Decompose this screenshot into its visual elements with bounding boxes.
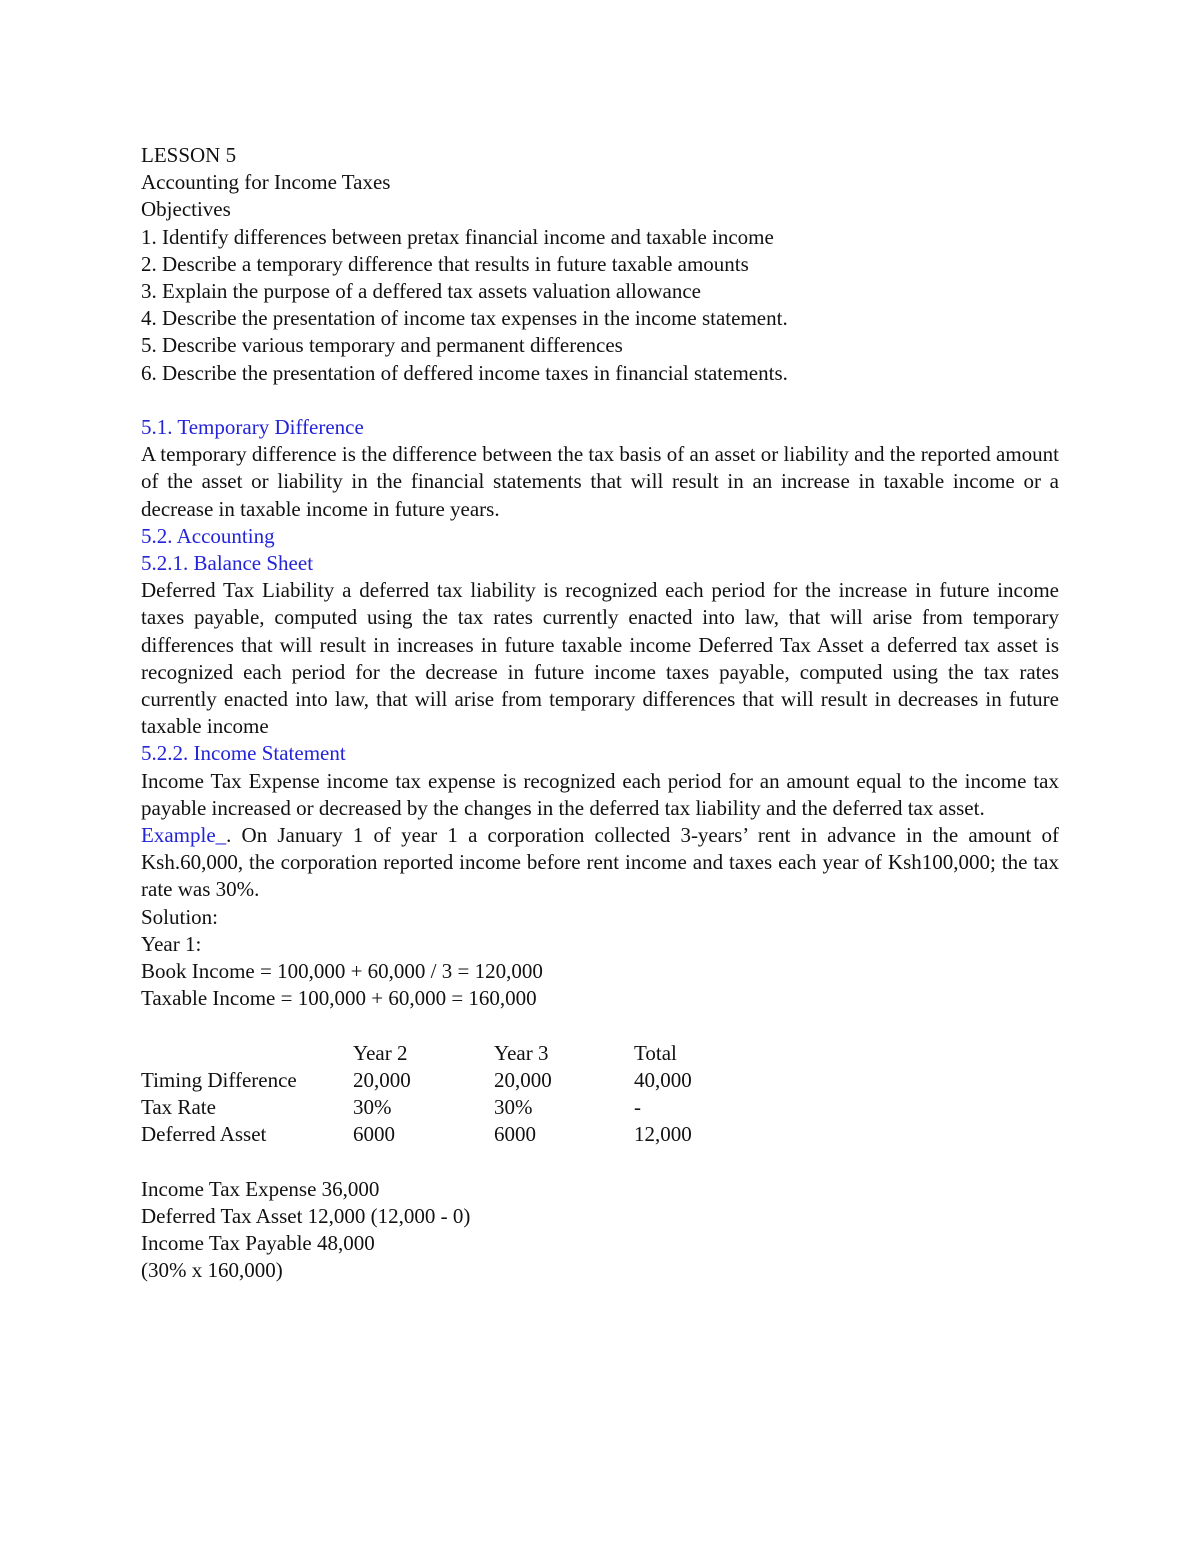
spacer: [141, 387, 1059, 414]
section-text-5-2-2: Income Tax Expense income tax expense is recognized each period for an amount equal to the income tax payable increased or decreased by the changes in the deferred tax liability and the deferred tax asset.: [141, 768, 1059, 820]
document-page: [141, 142, 1059, 1284]
section-heading-5-1: 5.1. Temporary Difference: [141, 415, 364, 440]
section-heading-5-2-2: 5.2.2. Income Statement: [141, 741, 346, 766]
table-cell: 20,000: [353, 1067, 411, 1092]
table-header-cell: Total: [634, 1040, 677, 1065]
section-text-5-1: A temporary difference is the difference between the tax basis of an asset or liability and the reported amount of the asset or liability in the financial statements that will result in an increase in taxable income or a decrease in taxable income in future years.: [141, 442, 1059, 521]
objective-item: 6. Describe the presentation of deffered income taxes in financial statements.: [141, 360, 788, 385]
objective-item: 5. Describe various temporary and permanent differences: [141, 333, 623, 358]
objective-item: 1. Identify differences between pretax financial income and taxable income: [141, 224, 774, 249]
journal-line: (30% x 160,000): [141, 1258, 283, 1283]
year-1-label: Year 1:: [141, 931, 202, 956]
table-header-cell: [141, 1040, 353, 1067]
section-heading-5-2: 5.2. Accounting: [141, 523, 275, 548]
example-label: Example_: [141, 823, 227, 848]
table-cell: Timing Difference: [141, 1067, 297, 1092]
table-cell: 6000: [494, 1122, 536, 1147]
solution-label: Solution:: [141, 904, 219, 929]
book-income-line: Book Income = 100,000 + 60,000 / 3 = 120,000: [141, 959, 543, 984]
section-heading-5-2-1: 5.2.1. Balance Sheet: [141, 551, 314, 576]
table-row: [141, 1067, 774, 1094]
example-text: . On January 1 of year 1 a corporation collected 3-years’ rent in advance in the amount of Ksh.60,000, the corporation reported income before rent income and taxes each year of Ksh100,000; the tax rate was 30%.: [141, 823, 1059, 902]
journal-line: Income Tax Expense 36,000: [141, 1176, 380, 1201]
objective-item: 4. Describe the presentation of income tax expenses in the income statement.: [141, 306, 788, 331]
journal-line: Income Tax Payable 48,000: [141, 1231, 375, 1256]
spacer: [141, 1012, 1059, 1039]
journal-line: Deferred Tax Asset 12,000 (12,000 - 0): [141, 1203, 471, 1228]
table-header-cell: Year 3: [494, 1040, 549, 1065]
table-row: [141, 1121, 774, 1148]
lesson-number: LESSON 5: [141, 143, 237, 167]
table-cell: 30%: [494, 1095, 533, 1120]
timing-difference-table: [141, 1040, 774, 1149]
table-header-cell: Year 2: [353, 1040, 408, 1065]
objective-item: 3. Explain the purpose of a deffered tax assets valuation allowance: [141, 279, 701, 304]
objective-item: 2. Describe a temporary difference that results in future taxable amounts: [141, 251, 749, 276]
spacer: [141, 1148, 1059, 1175]
table-cell: 30%: [353, 1095, 392, 1120]
table-cell: 6000: [353, 1122, 395, 1147]
table-cell: Deferred Asset: [141, 1122, 267, 1147]
taxable-income-line: Taxable Income = 100,000 + 60,000 = 160,000: [141, 986, 537, 1011]
table-cell: 12,000: [634, 1122, 692, 1147]
table-cell: 40,000: [634, 1067, 692, 1092]
table-row: [141, 1094, 774, 1121]
example-paragraph: [141, 822, 1059, 904]
section-text-5-2-1: Deferred Tax Liability a deferred tax liability is recognized each period for the increase in future income taxes payable, computed using the tax rates currently enacted into law, that will arise from temporary differences that will result in increases in future taxable income Deferred Tax Asset a deferred tax asset is recognized each period for the decrease in future income taxes payable, computed using the tax rates currently enacted into law, that will arise from temporary differences that will result in decreases in future taxable income: [141, 578, 1059, 739]
objectives-heading: Objectives: [141, 197, 231, 222]
table-cell: Tax Rate: [141, 1095, 216, 1120]
table-cell: -: [634, 1095, 641, 1120]
table-cell: 20,000: [494, 1067, 552, 1092]
lesson-title: Accounting for Income Taxes: [141, 170, 391, 195]
table-header-row: [141, 1040, 774, 1067]
